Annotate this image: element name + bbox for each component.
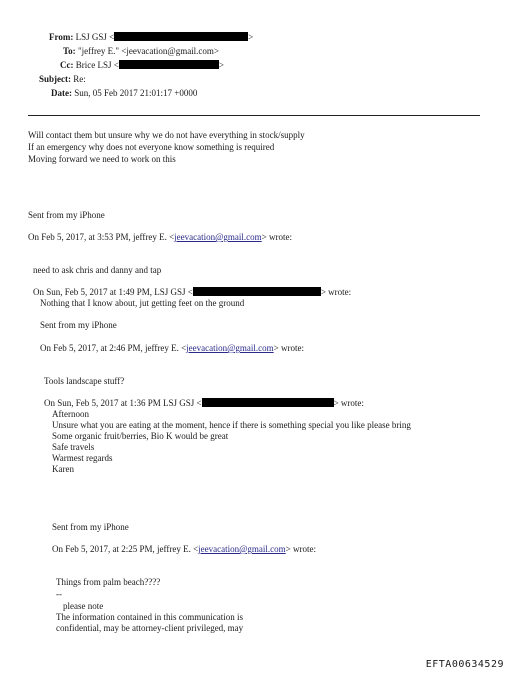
date-value: Sun, 05 Feb 2017 21:01:17 +0000	[74, 88, 198, 98]
quote-header-text: On Feb 5, 2017, at 2:25 PM, jeffrey E. <	[52, 544, 199, 554]
footer-note: confidential, may be attorney-client privileged, may	[56, 623, 244, 633]
message-line: Warmest regards	[52, 453, 113, 463]
to-row	[63, 46, 219, 57]
body-line: Will contact them but unsure why we do not have everything in stock/supply	[28, 130, 305, 140]
quote-header-text: On Feb 5, 2017, at 2:46 PM, jeffrey E. <	[40, 343, 187, 353]
quote-header-end: > wrote:	[261, 232, 292, 242]
redaction-bar	[202, 398, 334, 407]
from-label: From:	[49, 32, 74, 42]
message-line: Afternoon	[52, 409, 89, 419]
header-divider	[28, 115, 480, 116]
body-line: Moving forward we need to work on this	[28, 154, 176, 164]
date-label: Date:	[51, 88, 72, 98]
subject-value: Re:	[73, 74, 86, 84]
to-label: To:	[63, 46, 76, 56]
redaction-bar	[114, 32, 248, 41]
from-name: LSJ GSJ <	[75, 32, 115, 42]
quote-header-end: > wrote:	[273, 343, 304, 353]
bates-number: EFTA00634529	[425, 659, 504, 670]
signature: Sent from my iPhone	[52, 522, 129, 532]
to-value: "jeffrey E." <jeevacation@gmail.com>	[77, 46, 220, 56]
email-link[interactable]: jeevacation@gmail.com	[174, 232, 262, 242]
cc-name: Brice LSJ <	[75, 60, 119, 70]
footer-note: The information contained in this communication is	[56, 612, 243, 622]
cc-row	[60, 60, 224, 71]
quote-header	[52, 544, 316, 555]
message-text: Nothing that I know about, jut getting feet on the ground	[40, 298, 245, 308]
cc-end: >	[218, 60, 224, 70]
message-text: Tools landscape stuff?	[44, 376, 125, 386]
subject-row	[39, 74, 86, 85]
quote-header	[28, 232, 292, 243]
quote-header-end: > wrote:	[320, 287, 352, 297]
quote-header-end: > wrote:	[333, 398, 364, 408]
from-end: >	[248, 32, 254, 42]
signature: Sent from my iPhone	[40, 320, 117, 330]
message-text: need to ask chris and danny and tap	[33, 265, 162, 275]
subject-label: Subject:	[39, 74, 71, 84]
date-row	[51, 88, 197, 99]
message-line: Unsure what you are eating at the moment, hence if there is something special you like please bring	[52, 420, 411, 430]
message-text: Things from palm beach????	[56, 577, 161, 587]
quote-header	[33, 287, 351, 298]
quote-header-text: On Sun, Feb 5, 2017 at 1:49 PM, LSJ GSJ <	[33, 287, 193, 297]
redaction-bar	[119, 60, 219, 69]
quote-header-text: On Feb 5, 2017, at 3:53 PM, jeffrey E. <	[28, 232, 175, 242]
message-line: Karen	[52, 464, 74, 474]
quote-header-text: On Sun, Feb 5, 2017 at 1:36 PM LSJ GSJ <	[44, 398, 202, 408]
quote-header	[40, 343, 304, 354]
email-link[interactable]: jeevacation@gmail.com	[186, 343, 274, 353]
quote-header	[44, 398, 364, 409]
footer-note: please note	[63, 601, 104, 611]
email-link[interactable]: jeevacation@gmail.com	[198, 544, 286, 554]
body-line: If an emergency why does not everyone know something is required	[28, 142, 275, 152]
cc-label: Cc:	[60, 60, 74, 70]
quote-header-end: > wrote:	[285, 544, 316, 554]
message-line: Some organic fruit/berries, Bio K would be great	[52, 431, 229, 441]
message-line: Safe travels	[52, 442, 95, 452]
signature-dashes: --	[56, 589, 62, 599]
from-row	[49, 32, 253, 43]
signature: Sent from my iPhone	[28, 210, 105, 220]
redaction-bar	[193, 287, 321, 296]
